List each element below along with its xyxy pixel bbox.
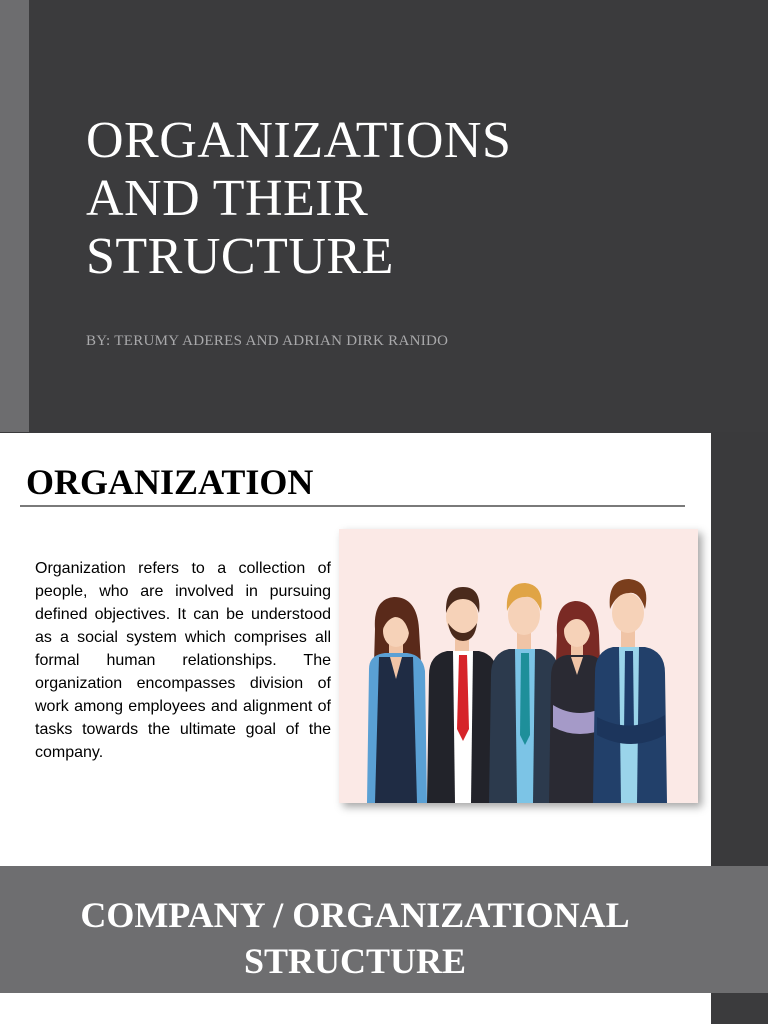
- title-line: ORGANIZATIONS: [86, 112, 512, 169]
- next-slide-edge: [0, 993, 711, 1024]
- organization-definition: Organization refers to a collection of people, who are involved in pursuing defined objectives. It can be understood as a social system which comprises all formal human relationships. The organization encompasses division of work among employees and alignment of tasks towards the ultimate goal of the company.: [35, 560, 331, 761]
- title-line: STRUCTURE: [243, 941, 467, 981]
- organization-slide: [0, 433, 711, 866]
- person-man-right: [593, 579, 667, 803]
- company-structure-title: [0, 892, 710, 984]
- business-team-icon: [339, 529, 698, 803]
- person-man-red-tie: [427, 587, 499, 803]
- accent-stripe: [0, 0, 29, 432]
- title-line: AND THEIR: [86, 170, 369, 227]
- company-structure-slide: [0, 866, 768, 993]
- presentation-title: [86, 112, 706, 286]
- title-slide: [0, 0, 768, 432]
- author-byline: BY: TERUMY ADERES AND ADRIAN DIRK RANIDO: [86, 333, 449, 349]
- title-line: COMPANY / ORGANIZATIONAL: [80, 895, 630, 935]
- business-team-illustration: [339, 529, 698, 803]
- title-line: STRUCTURE: [86, 228, 394, 285]
- organization-heading: ORGANIZATION: [26, 462, 314, 502]
- heading-divider: [20, 505, 685, 507]
- person-woman-left: [367, 597, 427, 803]
